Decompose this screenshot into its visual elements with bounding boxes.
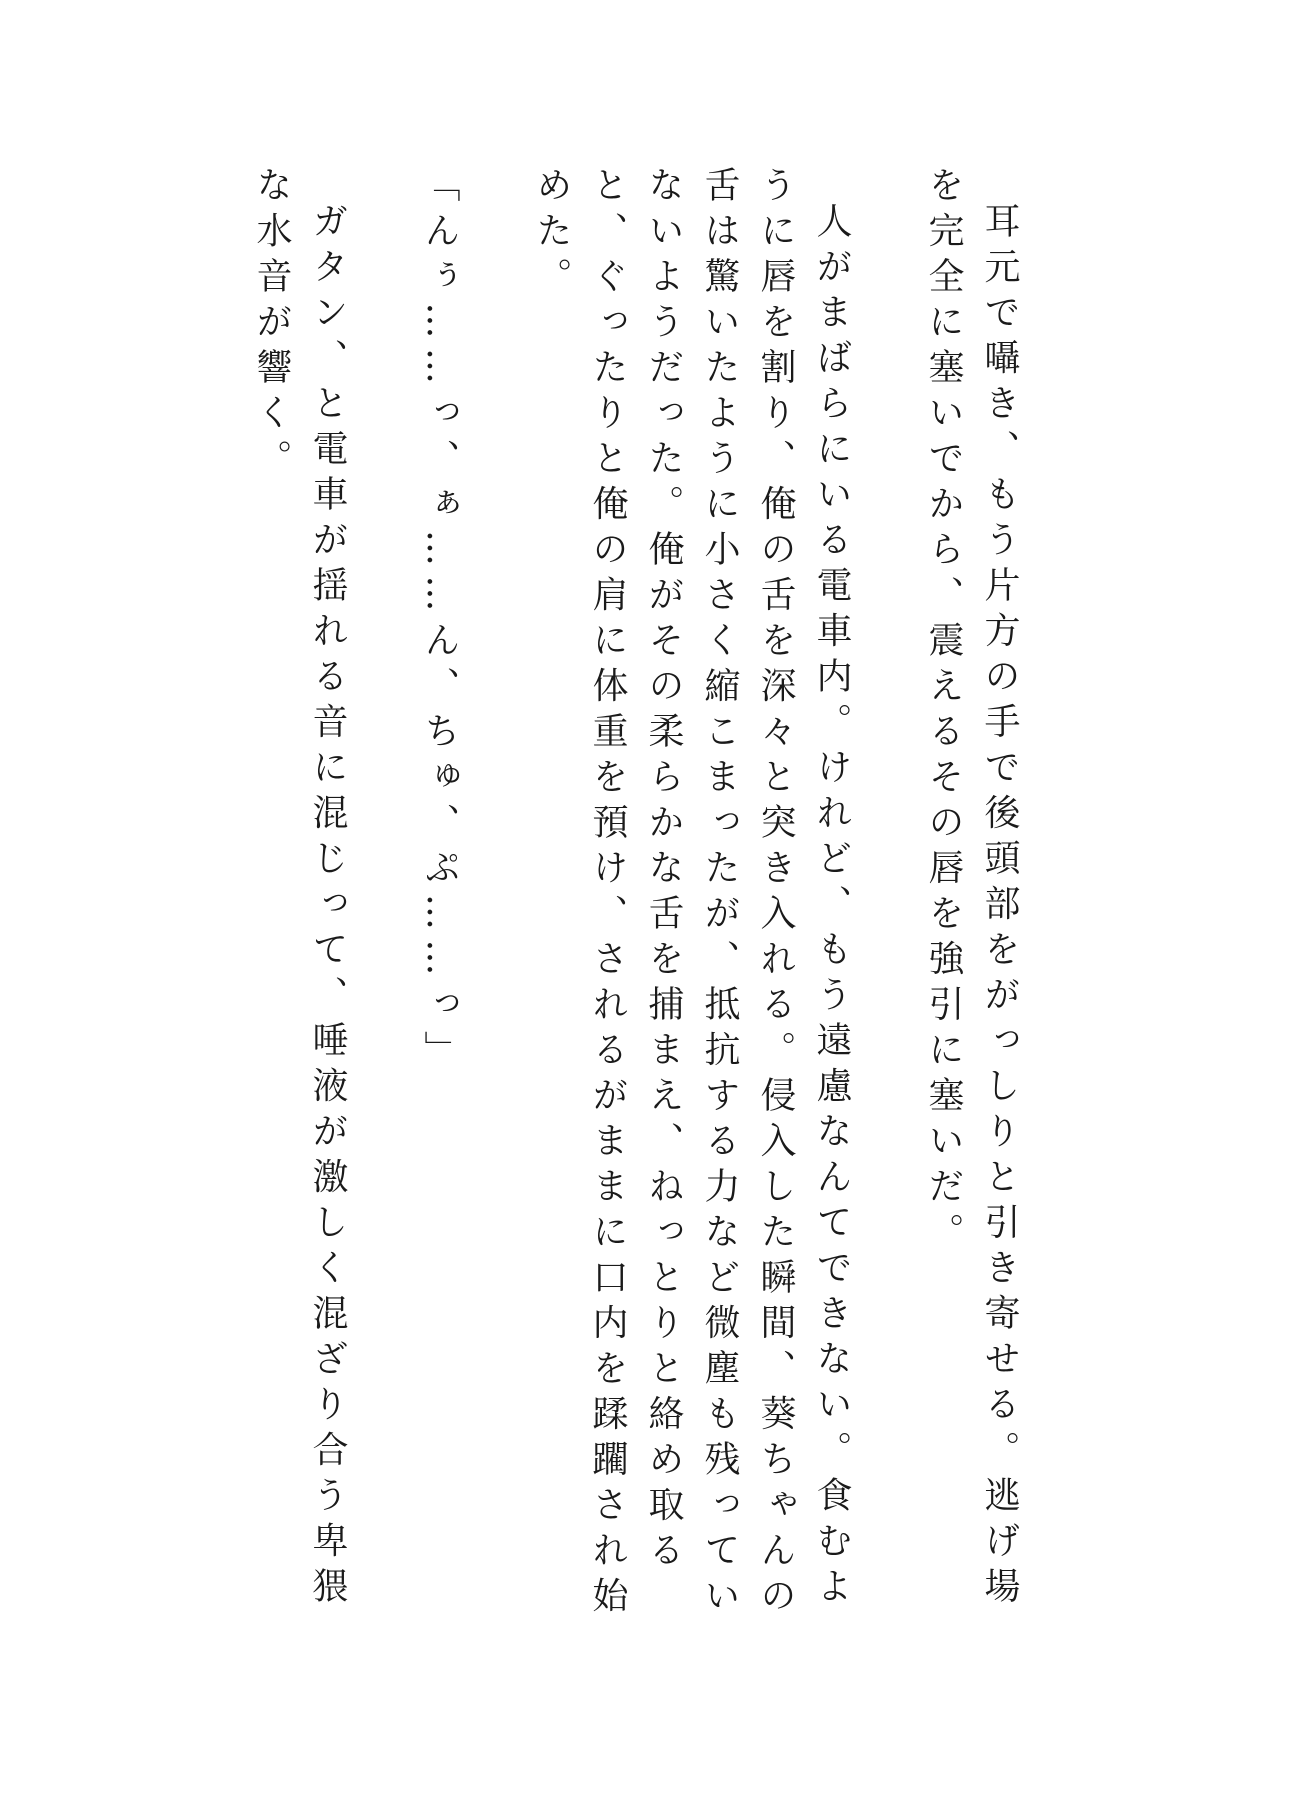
paragraph-gap <box>355 166 411 1646</box>
paragraph-3: ガタン、と電車が揺れる音に混じって、唾液が激しく混ざり合う卑猥な水音が響く。 <box>251 166 348 1613</box>
paragraph-2: 人がまばらにいる電車内。けれど、もう遠慮なんてできない。食むように唇を割り、俺の舌を深々と突き入れる。侵入した瞬間、葵ちゃんの舌は驚いたように小さく縮こまったが、抵抗する力など微塵も残っていないようだった。俺がその柔らかな舌を捕まえ、ねっとりと絡め取ると、ぐったりと俺の肩に体重を預け、されるがままに口内を蹂躙され始めた。 <box>531 166 852 1622</box>
dialogue-line: 「んぅ……っ、ぁ……ん、ちゅ、ぷ……っ」 <box>419 166 460 1076</box>
paragraph-gap <box>467 166 523 1646</box>
paragraph-1: 耳元で囁き、もう片方の手で後頭部をがっしりと引き寄せる。逃げ場を完全に塞いでから、震えるその唇を強引に塞いだ。 <box>923 166 1020 1613</box>
body-text <box>243 166 1027 1646</box>
paragraph-gap <box>859 166 915 1646</box>
